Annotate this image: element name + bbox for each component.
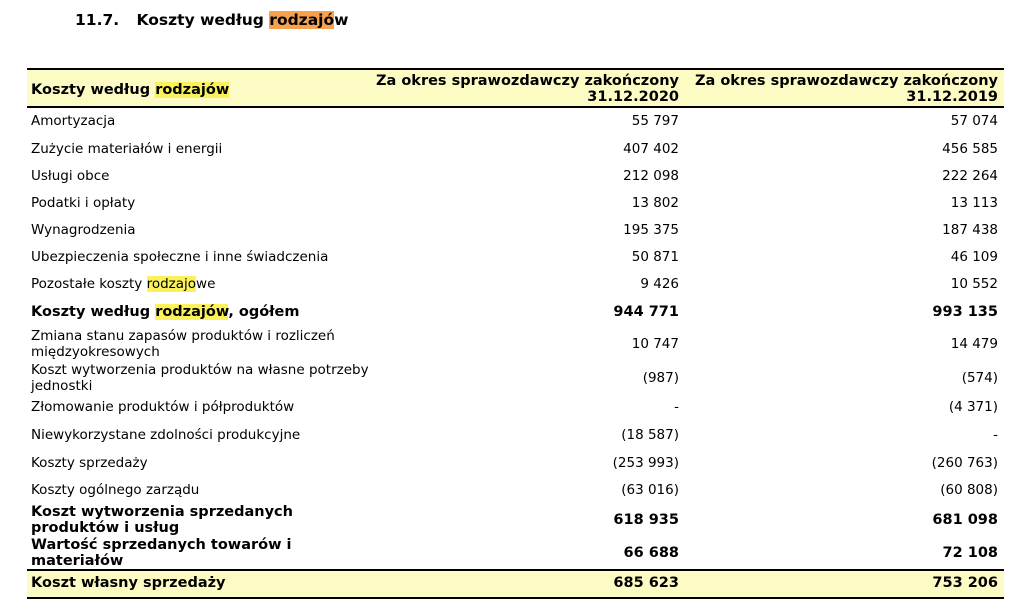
table-row: Koszty ogólnego zarządu (63 016) (60 808) <box>31 482 998 498</box>
table-row: Koszt wytworzenia produktów na własne potrzeby jednostki (987) (574) <box>31 362 998 394</box>
table-row-subtotal: Wartość sprzedanych towarów i materiałów 66 688 72 108 <box>31 537 998 569</box>
table-row: Niewykorzystane zdolności produkcyjne (18 587) - <box>31 427 998 443</box>
table-footer-row: Koszt własny sprzedaży 685 623 753 206 <box>27 569 1004 599</box>
table-row: Amortyzacja 55 797 57 074 <box>31 113 998 129</box>
search-highlight: rodzajó <box>269 11 335 29</box>
search-highlight: rodzajo <box>146 276 197 292</box>
section-number: 11.7. <box>75 11 120 29</box>
section-heading <box>75 11 348 29</box>
table-row: Ubezpieczenia społeczne i inne świadczenia 50 871 46 109 <box>31 249 998 265</box>
table-row: Wynagrodzenia 195 375 187 438 <box>31 222 998 238</box>
table-row: Podatki i opłaty 13 802 13 113 <box>31 195 998 211</box>
section-title-part: w <box>334 11 349 29</box>
table-row: Zużycie materiałów i energii 407 402 456 585 <box>31 141 998 157</box>
header-col-2020: Za okres sprawozdawczy zakończony 31.12.2020 <box>376 73 679 105</box>
section-title-part: Koszty według <box>136 11 270 29</box>
table-row: Zmiana stanu zapasów produktów i rozliczeń międzyokresowych 10 747 14 479 <box>31 328 998 360</box>
header-label: Koszty według rodzajów <box>31 82 230 98</box>
table-header-row <box>27 68 1004 108</box>
table-row-subtotal: Koszt wytworzenia sprzedanych produktów i usług 618 935 681 098 <box>31 504 998 536</box>
search-highlight: rodzajów <box>155 82 230 98</box>
table-row: Usługi obce 212 098 222 264 <box>31 168 998 184</box>
table-row: Pozostałe koszty rodzajowe 9 426 10 552 <box>31 276 998 292</box>
table-row: Złomowanie produktów i półproduktów - (4 371) <box>31 399 998 415</box>
table-row: Koszty sprzedaży (253 993) (260 763) <box>31 455 998 471</box>
header-col-2019: Za okres sprawozdawczy zakończony 31.12.2019 <box>695 73 998 105</box>
search-highlight: rodzajów <box>155 304 229 320</box>
table-row-total: Koszty według rodzajów, ogółem 944 771 993 135 <box>31 304 998 320</box>
